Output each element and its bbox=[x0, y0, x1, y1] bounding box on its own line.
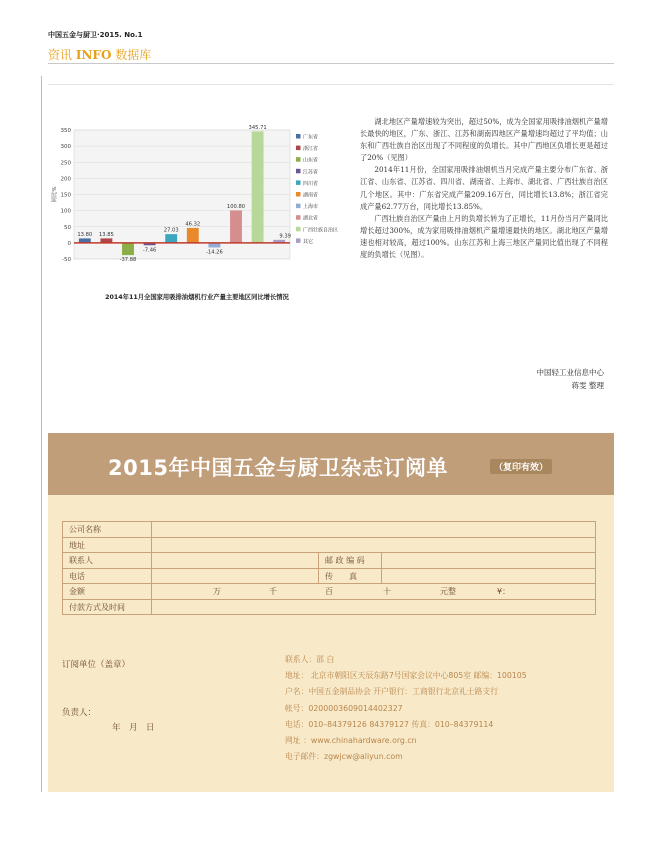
form-row-company[interactable] bbox=[62, 521, 596, 537]
subscriber-unit-label: 订阅单位（盖章） bbox=[62, 660, 131, 670]
legend-swatch bbox=[296, 204, 301, 209]
legend-entry: 广东省 bbox=[303, 134, 319, 141]
legend-swatch bbox=[296, 157, 301, 162]
legend-swatch bbox=[296, 146, 301, 151]
legend-entry: 四川省 bbox=[303, 180, 319, 187]
legend-swatch bbox=[296, 227, 301, 232]
y-tick-label: 50 bbox=[64, 224, 71, 231]
contact-line: 帐号：0200003609014402327 bbox=[285, 703, 403, 713]
y-axis-label: 同比% bbox=[52, 186, 58, 203]
cell-divider bbox=[151, 522, 152, 537]
margin-rule bbox=[41, 76, 42, 792]
bar bbox=[252, 131, 264, 242]
y-tick-label: -50 bbox=[62, 257, 71, 263]
form-row-phone[interactable] bbox=[62, 568, 596, 584]
contact-info bbox=[285, 652, 605, 765]
contact-line: 电话：010–84379126 84379127 传真：010–84379114 bbox=[285, 719, 494, 729]
amount-unit-bai: 百 bbox=[325, 587, 333, 597]
section-tag-en: INFO bbox=[75, 48, 112, 62]
growth-chart-svg bbox=[48, 118, 348, 288]
data-label: -7.46 bbox=[142, 247, 157, 254]
postcode-label: 邮 政 编 码 bbox=[325, 556, 365, 566]
data-label: 9.39 bbox=[279, 233, 291, 240]
amount-unit-yen: ¥： bbox=[497, 587, 511, 597]
legend-entry: 浙江省 bbox=[303, 146, 319, 153]
y-tick-label: 350 bbox=[60, 128, 71, 134]
phone-label: 电话 bbox=[69, 571, 85, 581]
copy-valid-badge: （复印有效） bbox=[490, 459, 552, 474]
cell-divider bbox=[151, 538, 152, 553]
growth-chart bbox=[48, 118, 348, 308]
amount-unit-wan: 万 bbox=[213, 587, 221, 597]
person-in-charge-label: 负责人： bbox=[62, 708, 97, 718]
bar bbox=[187, 228, 199, 243]
form-row-address[interactable] bbox=[62, 537, 596, 553]
article-body bbox=[360, 116, 608, 261]
bar bbox=[122, 243, 134, 255]
bar bbox=[165, 234, 177, 243]
legend-swatch bbox=[296, 215, 301, 220]
source-org: 中国轻工业信息中心 bbox=[536, 368, 604, 377]
contact-line: 联系人：邵 白 bbox=[285, 655, 335, 664]
legend-entry: 湖北省 bbox=[303, 215, 319, 222]
cell-divider bbox=[151, 600, 152, 614]
header-divider bbox=[48, 63, 614, 64]
data-label: 345.71 bbox=[248, 124, 267, 131]
form-title: 2015年中国五金与厨卫杂志订阅单 bbox=[108, 456, 448, 480]
cell-divider bbox=[381, 569, 382, 584]
payment-label: 付款方式及时间 bbox=[69, 602, 125, 612]
cell-divider bbox=[151, 584, 152, 599]
form-row-contact[interactable] bbox=[62, 552, 596, 568]
cell-divider bbox=[318, 569, 319, 584]
data-label: -14.26 bbox=[206, 249, 223, 256]
section-tag bbox=[48, 46, 151, 63]
contact-line[interactable]: 网址 ：www.chinahardware.org.cn bbox=[285, 736, 417, 746]
y-tick-label: 200 bbox=[60, 176, 71, 183]
contact-line: 户名：中国五金制品协会 开户银行：工商银行北京礼士路支行 bbox=[285, 687, 498, 697]
article-paragraph: 湖北地区产量增速较为突出，超过50%，成为全国家用吸排油烟机产量增长最快的地区，广东、浙江、江苏和湖南四地区产量增速均超过了平均值；山东和广西壮族自治区出现了不同程度的负增长。其中广西地区负增长更是超过了20%（见图） bbox=[360, 117, 608, 163]
cell-divider bbox=[381, 553, 382, 568]
running-head: 中国五金与厨卫·2015. No.1 bbox=[48, 31, 143, 39]
address-label: 地址 bbox=[69, 540, 85, 550]
legend-entry: 广西壮族自治区 bbox=[303, 227, 339, 234]
content-top-rule bbox=[48, 84, 614, 85]
contact-line[interactable]: 电子邮件：zgwjcw@aliyun.com bbox=[285, 752, 403, 762]
date-label: 年 月 日 bbox=[112, 723, 155, 733]
cell-divider bbox=[318, 553, 319, 568]
subscription-form-header bbox=[48, 433, 614, 495]
legend-entry: 其它 bbox=[303, 238, 314, 245]
amount-unit-shi: 十 bbox=[383, 587, 391, 597]
legend-entry: 江苏省 bbox=[303, 169, 319, 176]
legend-swatch bbox=[296, 134, 301, 139]
article-source bbox=[480, 366, 604, 392]
data-label: 13.85 bbox=[98, 231, 114, 238]
legend-swatch bbox=[296, 180, 301, 185]
data-label: -37.88 bbox=[119, 257, 137, 264]
fax-label: 传 真 bbox=[325, 571, 357, 581]
y-tick-label: 100 bbox=[60, 208, 71, 215]
contact-label: 联系人 bbox=[69, 556, 93, 566]
amount-unit-yuan: 元整 bbox=[440, 587, 456, 597]
legend-entry: 山东省 bbox=[303, 157, 319, 164]
form-row-payment[interactable] bbox=[62, 599, 596, 615]
legend-swatch bbox=[296, 192, 301, 197]
data-label: 100.80 bbox=[226, 203, 246, 210]
section-tag-cn: 资讯 bbox=[48, 48, 73, 62]
form-row-amount[interactable] bbox=[62, 583, 596, 599]
legend-swatch bbox=[296, 169, 301, 174]
legend-entry: 湖南省 bbox=[303, 192, 319, 199]
y-tick-label: 300 bbox=[60, 144, 71, 151]
contact-line: 地址： 北京市朝阳区天辰东路7号国家会议中心805室 邮编：100105 bbox=[285, 671, 527, 681]
legend-swatch bbox=[296, 238, 301, 243]
article-paragraph: 2014年11月份，全国家用吸排油烟机当月完成产量主要分布广东省、浙江省、山东省、江苏省、四川省、湖南省、上海市、湖北省、广西壮族自治区几个地区。其中：广东省完成产量209.16万台，同比增长13.8%；浙江省完成产量62.77万台，同比增长13.85%。 bbox=[360, 165, 608, 211]
source-editor: 蒋雯 整理 bbox=[571, 381, 604, 390]
y-tick-label: 0 bbox=[67, 240, 71, 247]
data-label: 46.32 bbox=[185, 221, 201, 228]
chart-caption: 2014年11月全国家用吸排油烟机行业产量主要地区同比增长情况 bbox=[105, 294, 289, 301]
subscription-form-grid bbox=[62, 521, 596, 615]
y-tick-label: 150 bbox=[60, 192, 71, 199]
cell-divider bbox=[151, 569, 152, 584]
section-tag-cn2: 数据库 bbox=[115, 48, 152, 62]
cell-divider bbox=[151, 553, 152, 568]
bar bbox=[230, 210, 242, 243]
company-label: 公司名称 bbox=[69, 525, 101, 534]
data-label: 13.80 bbox=[77, 231, 93, 238]
data-label: 27.03 bbox=[163, 227, 179, 234]
amount-unit-qian: 千 bbox=[269, 587, 277, 597]
amount-label: 金额 bbox=[69, 587, 85, 597]
article-paragraph: 广西壮族自治区产量由上月的负增长转为了正增长，11月份当月产量同比增长超过300%，成为家用吸排油烟机产量增速最快的地区。湖北地区产量增速也相对较高，超过100%。山东江苏和上海三地区产量同比值出现了不同程度的负增长（见图）。 bbox=[360, 213, 608, 260]
y-tick-label: 250 bbox=[60, 160, 71, 167]
legend-entry: 上海市 bbox=[303, 204, 319, 211]
